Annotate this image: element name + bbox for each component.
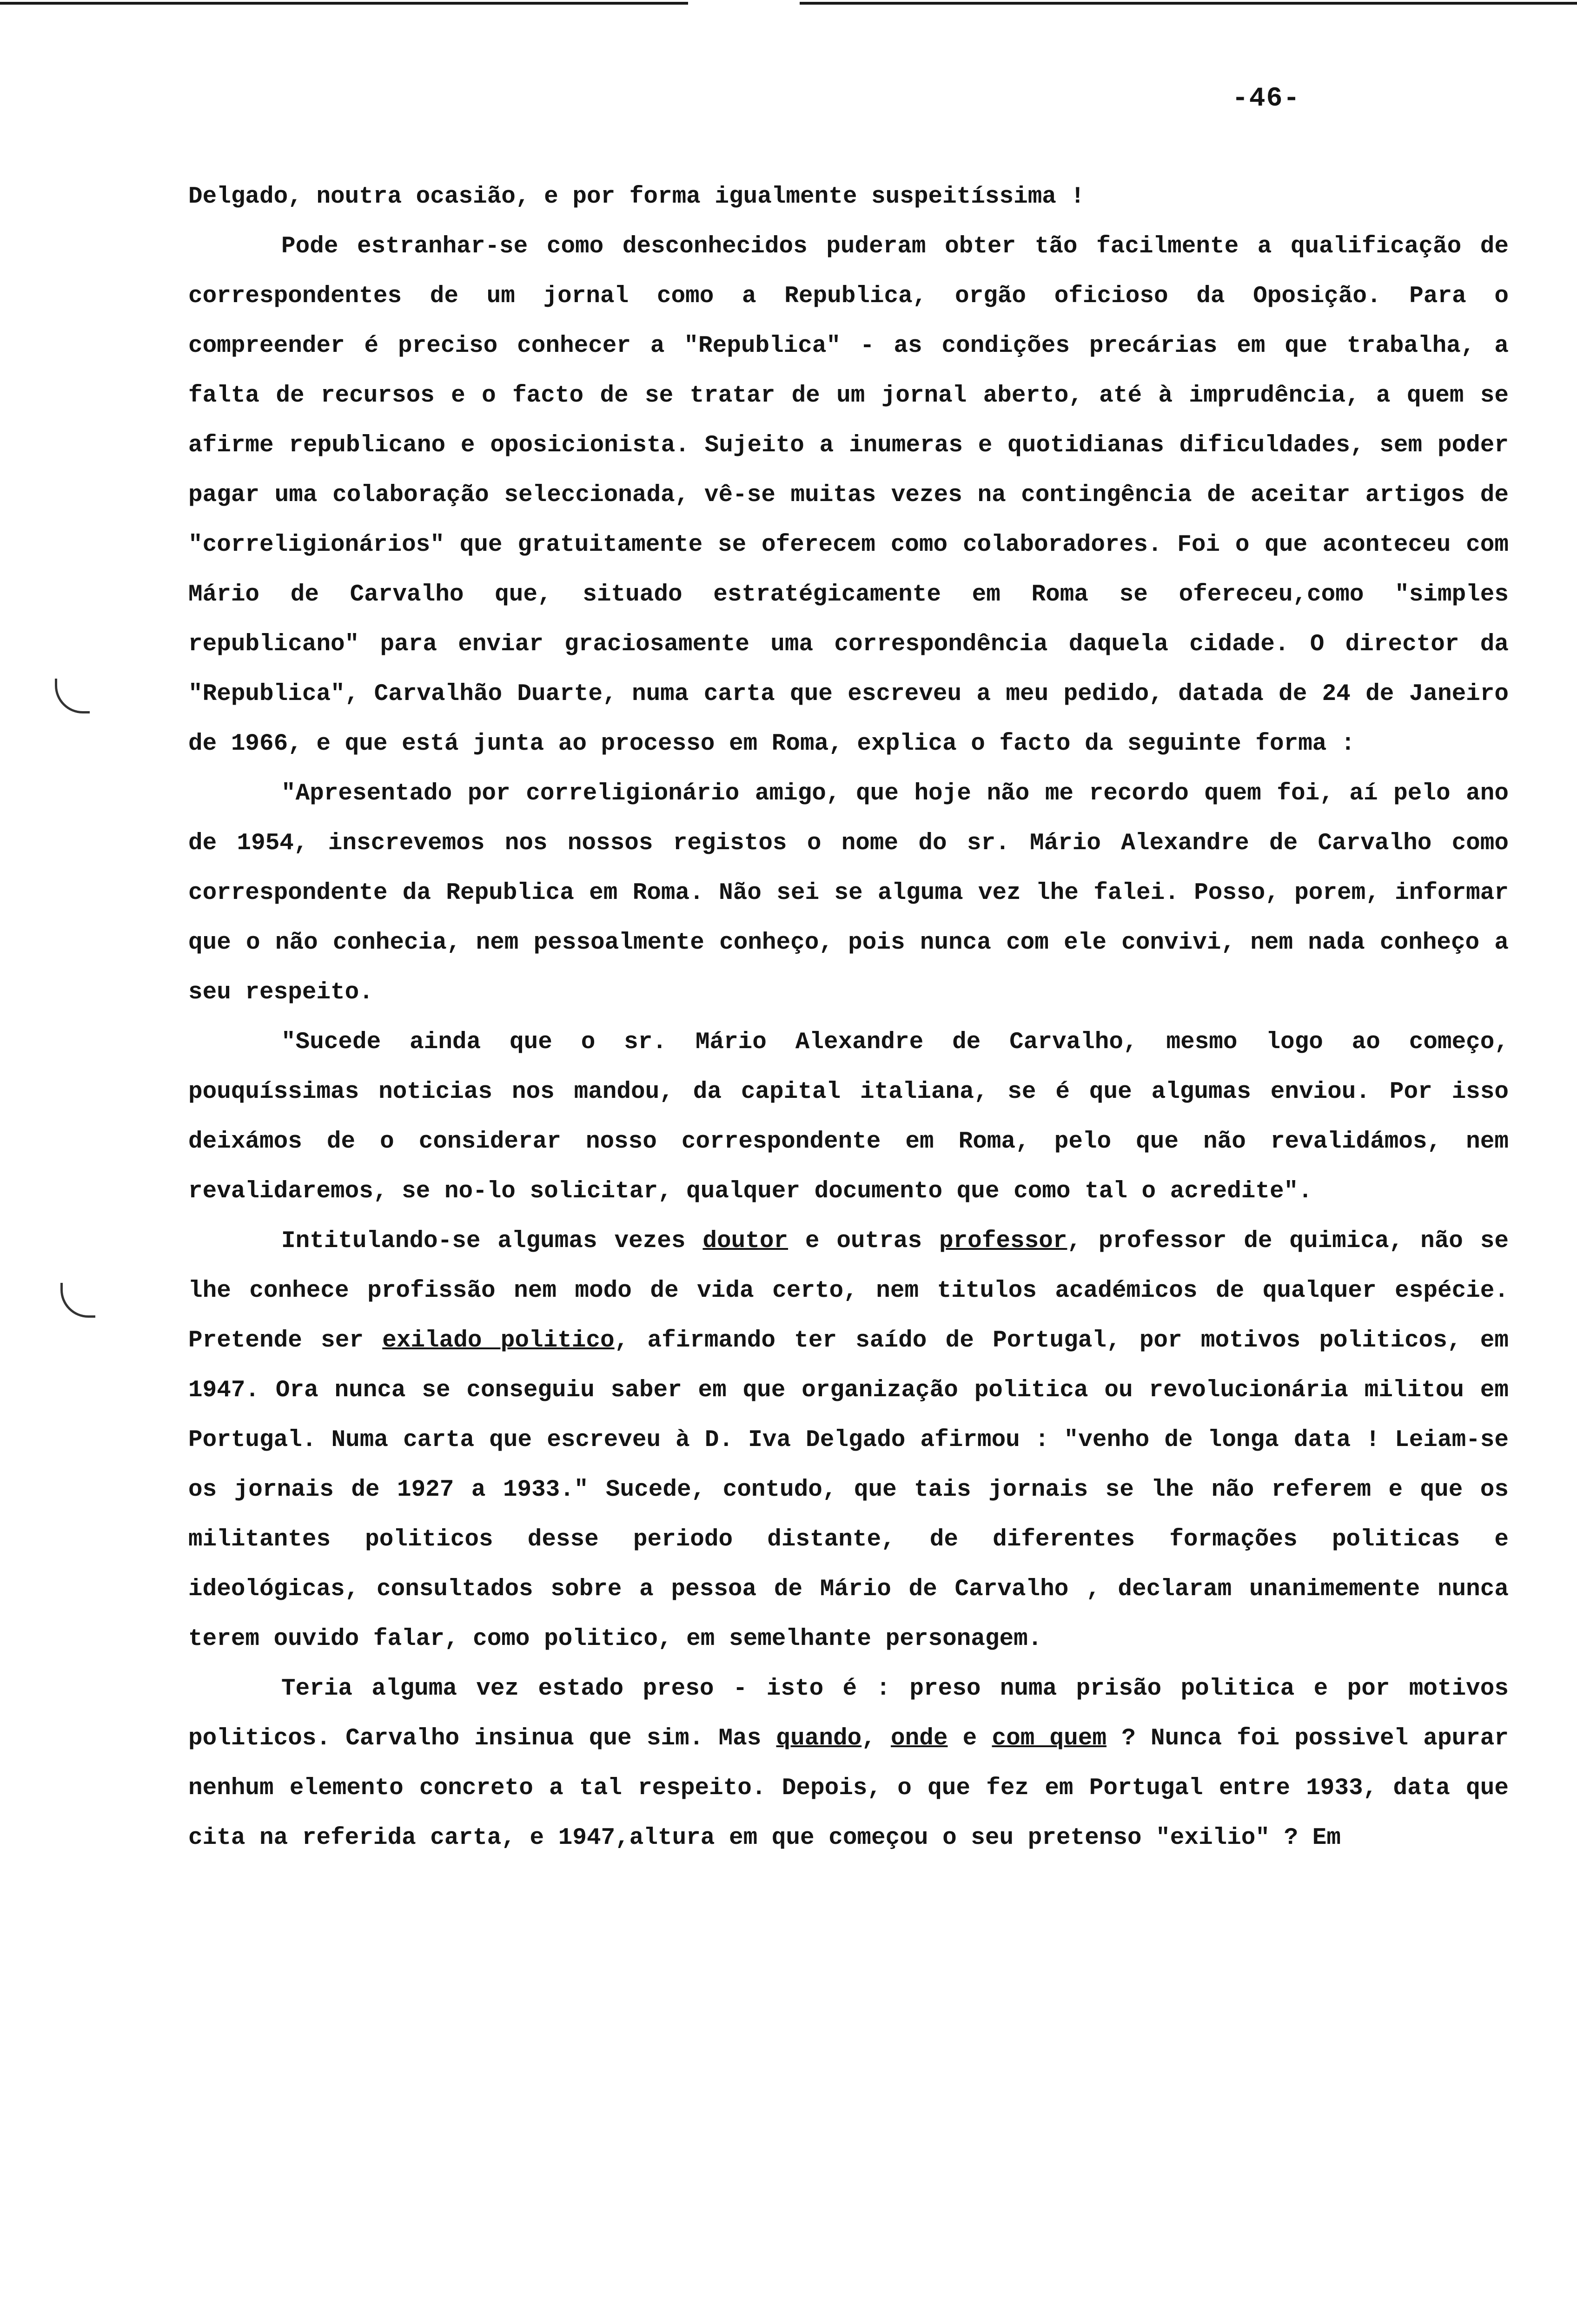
top-border-line-left (0, 2, 688, 5)
text-segment: , afirmando ter saído de Portugal, por motivos politicos, em 1947. Ora nunca se conseguiu saber em que organização politica ou revolucionária militou em Portugal. Numa carta que escreveu à D. Iva Delgado afirmou : "venho de longa data ! Leiam-se os jornais de 1927 a 1933." Sucede, contudo, que tais jornais se lhe não referem e que os militantes politicos desse periodo distante, de diferentes formações politicas e ideológicas, consultados sobre a pessoa de Mário de Carvalho , declaram unanimemente nunca terem ouvido falar, como politico, em semelhante personagem. (188, 1327, 1509, 1652)
top-border-line-right (800, 2, 1577, 5)
underlined-phrase-exilado-politico: exilado politico (382, 1327, 615, 1354)
text-segment: e (948, 1725, 992, 1752)
text-segment: Intitulando-se algumas vezes (281, 1228, 703, 1254)
text-segment: e outras (788, 1228, 939, 1254)
margin-bracket-mark (55, 679, 90, 713)
paragraph: Pode estranhar-se como desconhecidos puderam obter tão facilmente a qualificação de correspondentes de um jornal como a Republica, orgão oficioso da Oposição. Para o compreender é preciso conhecer a "Republica" - as condições precárias em que trabalha, a falta de recursos e o facto de se tratar de um jornal aberto, até à imprudência, a quem se afirme republicano e oposicionista. Sujeito a inumeras e quotidianas dificuldades, sem poder pagar uma colaboração seleccionada, vê-se muitas vezes na contingência de aceitar artigos de "correligionários" que gratuitamente se oferecem como colaboradores. Foi o que aconteceu com Mário de Carvalho que, situado estratégicamente em Roma se ofereceu,como "simples republicano" para enviar graciosamente uma correspondência daquela cidade. O director da "Republica", Carvalhão Duarte, numa carta que escreveu a meu pedido, datada de 24 de Janeiro de 1966, e que está junta ao processo em Roma, explica o facto da seguinte forma : (188, 233, 1509, 757)
underlined-phrase-com-quem: com quem (992, 1725, 1107, 1752)
quoted-paragraph: "Sucede ainda que o sr. Mário Alexandre de Carvalho, mesmo logo ao começo, pouquíssimas noticias nos mandou, da capital italiana, se é que algumas enviou. Por isso deixámos de o considerar nosso correspondente em Roma, pelo que não revalidámos, nem revalidaremos, se no-lo solicitar, qualquer documento que como tal o acredite". (188, 1029, 1509, 1205)
paragraph: Delgado, noutra ocasião, e por forma igualmente suspeitíssima ! (188, 184, 1085, 210)
paragraph (188, 1216, 1509, 1664)
text-segment: , (861, 1725, 891, 1752)
underlined-word-quando: quando (776, 1725, 862, 1752)
underlined-word-onde: onde (891, 1725, 948, 1752)
text-segment: Teria alguma vez estado preso - isto é : preso numa prisão politica e por motivos politicos. Carvalho insinua que sim. Mas (188, 1676, 1509, 1752)
text-segment: ? Nunca foi possivel apurar nenhum elemento concreto a tal respeito. Depois, o que fez em Portugal entre 1933, data que cita na referida carta, e 1947,altura em que começou o seu pretenso "exilio" ? Em (188, 1725, 1509, 1851)
page-number: -46- (1232, 84, 1301, 114)
underlined-word-professor: professor (939, 1228, 1067, 1254)
margin-bracket-mark (60, 1283, 95, 1318)
document-body (188, 172, 1509, 1863)
underlined-word-doutor: doutor (702, 1228, 788, 1254)
quoted-paragraph: "Apresentado por correligionário amigo, que hoje não me recordo quem foi, aí pelo ano de 1954, inscrevemos nos nossos registos o nome do sr. Mário Alexandre de Carvalho como correspondente da Republica em Roma. Não sei se alguma vez lhe falei. Posso, porem, informar que o não conhecia, nem pessoalmente conheço, pois nunca com ele convivi, nem nada conheço a seu respeito. (188, 780, 1509, 1006)
paragraph (188, 1664, 1509, 1863)
text-segment: , professor de quimica, não se lhe conhece profissão nem modo de vida certo, nem titulos académicos de qualquer espécie. Pretende ser (188, 1228, 1509, 1354)
